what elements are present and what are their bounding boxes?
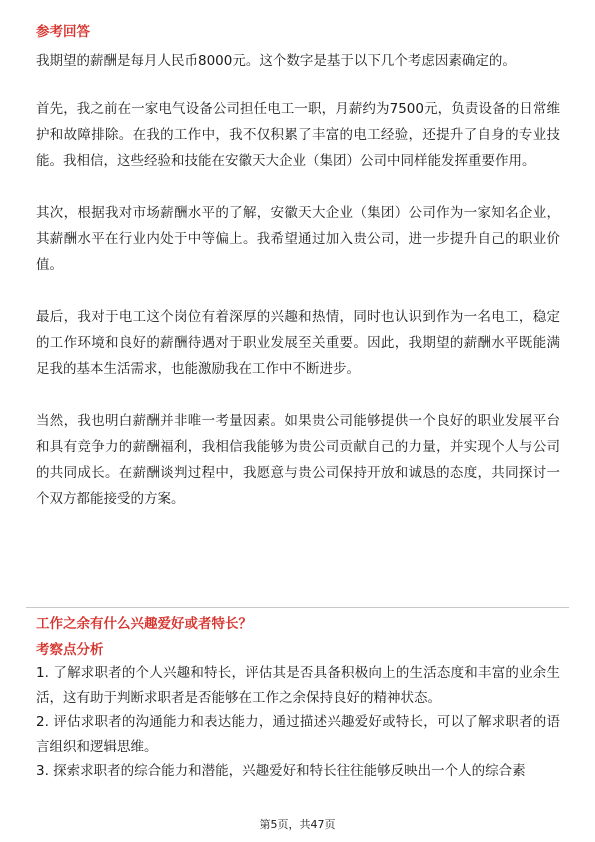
answer-paragraph: 我期望的薪酬是每月人民币8000元。这个数字是基于以下几个考虑因素确定的。 [36, 53, 516, 69]
page-number: 第5页，共47页 [259, 818, 336, 831]
list-item: 2. 评估求职者的沟通能力和表达能力，通过描述兴趣爱好或特长，可以了解求职者的语言组织和逻辑思维。 [36, 714, 560, 755]
answer-paragraph: 当然，我也明白薪酬并非唯一考量因素。如果贵公司能够提供一个良好的职业发展平台和具有竞争力的薪酬福利，我相信我能够为贵公司贡献自己的力量，并实现个人与公司的共同成长。在薪酬谈判过程中，我愿意与贵公司保持开放和诚恳的态度，共同探讨一个双方都能接受的方案。 [36, 413, 560, 507]
answer-label: 参考回答 [36, 24, 90, 40]
answer-section [36, 22, 560, 538]
answer-paragraph: 最后，我对于电工这个岗位有着深厚的兴趣和热情，同时也认识到作为一名电工，稳定的工作环境和良好的薪酬待遇对于职业发展至关重要。因此，我期望的薪酬水平既能满足我的基本生活需求，也能激励我在工作中不断进步。 [36, 309, 560, 377]
answer-paragraph: 其次，根据我对市场薪酬水平的了解，安徽天大企业（集团）公司作为一家知名企业，其薪酬水平在行业内处于中等偏上。我希望通过加入贵公司，进一步提升自己的职业价值。 [36, 205, 560, 273]
section-divider [26, 607, 569, 608]
question-section [36, 613, 560, 784]
list-item: 1. 了解求职者的个人兴趣和特长，评估其是否具备积极向上的生活态度和丰富的业余生活，这有助于判断求职者是否能够在工作之余保持良好的精神状态。 [36, 665, 560, 706]
question-title: 工作之余有什么兴趣爱好或者特长？ [36, 616, 252, 632]
analysis-subhead: 考察点分析 [36, 642, 104, 658]
answer-paragraph: 首先，我之前在一家电气设备公司担任电工一职，月薪约为7500元，负责设备的日常维护和故障排除。在我的工作中，我不仅积累了丰富的电工经验，还提升了自身的专业技能。我相信，这些经验和技能在安徽天大企业（集团）公司中同样能发挥重要作用。 [36, 101, 560, 169]
list-item: 3. 探索求职者的综合能力和潜能，兴趣爱好和特长往往能够反映出一个人的综合素 [36, 763, 526, 779]
